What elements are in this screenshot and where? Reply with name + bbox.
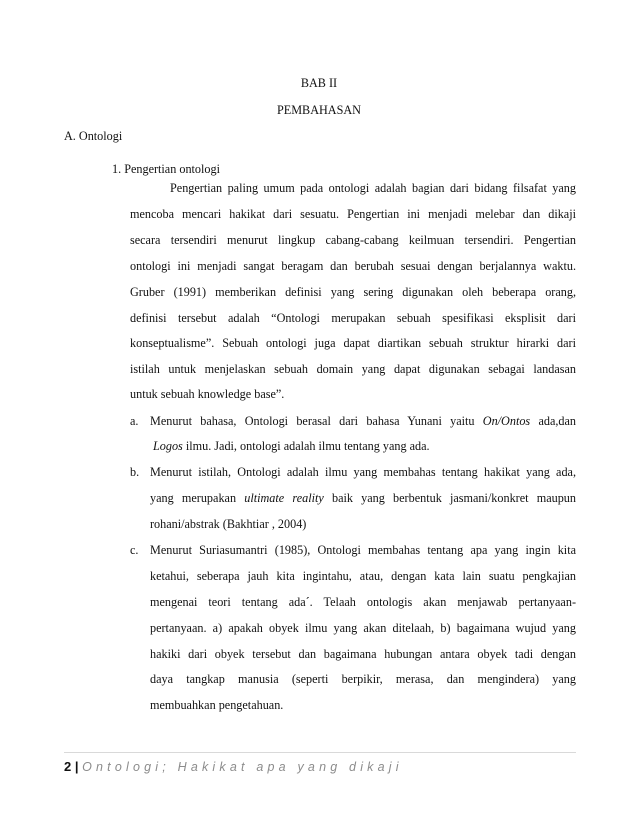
paragraph-line: untuk sebuah knowledge base”. bbox=[130, 387, 285, 401]
list-line: Menurut istilah, Ontologi adalah ilmu yang membahas tentang hakikat yang ada, bbox=[150, 465, 576, 479]
list-line: Logos ilmu. Jadi, ontologi adalah ilmu tentang yang ada. bbox=[153, 439, 430, 453]
list-line: membuahkan pengetahuan. bbox=[150, 698, 284, 712]
paragraph-line: Pengertian paling umum pada ontologi adalah bagian dari bidang filsafat yang bbox=[170, 181, 576, 195]
list-line: mengenai teori tentang ada´. Telaah ontologis akan menjawab pertanyaan- bbox=[150, 595, 576, 609]
section-heading: A. Ontologi bbox=[64, 129, 123, 143]
paragraph-line: ontologi ini menjadi sangat beragam dan berubah sesuai dengan berjalannya waktu. bbox=[130, 259, 576, 273]
list-line: daya tangkap manusia (seperti berpikir, merasa, dan mengindera) yang bbox=[150, 672, 576, 686]
list-line: Menurut Suriasumantri (1985), Ontologi membahas tentang apa yang ingin kita bbox=[150, 543, 576, 557]
footer-rule bbox=[64, 752, 576, 753]
list-line: pertanyaan. a) apakah obyek ilmu yang akan ditelaah, b) bagaimana wujud yang bbox=[150, 621, 576, 635]
paragraph-line: mencoba mencari hakikat dari sesuatu. Pengertian ini menjadi melebar dan dikaji bbox=[130, 207, 576, 221]
page-footer bbox=[64, 759, 403, 774]
list-line: ketahui, seberapa jauh kita ingintahu, atau, dengan kata lain suatu pengkajian bbox=[150, 569, 576, 583]
chapter-title: PEMBAHASAN bbox=[277, 103, 361, 117]
list-marker: b. bbox=[130, 465, 140, 479]
list-marker: a. bbox=[130, 414, 139, 428]
paragraph-line: Gruber (1991) memberikan definisi yang sering digunakan oleh beberapa orang, bbox=[130, 285, 576, 299]
list-marker: c. bbox=[130, 543, 139, 557]
list-line: Menurut bahasa, Ontologi berasal dari bahasa Yunani yaitu On/Ontos ada,dan bbox=[150, 414, 577, 428]
list-line: rohani/abstrak (Bakhtiar , 2004) bbox=[150, 517, 307, 531]
paragraph-line: definisi tersebut adalah “Ontologi merupakan sebuah spesifikasi eksplisit dari bbox=[130, 311, 576, 325]
paragraph-line: konseptualisme”. Sebuah ontologi juga dapat diartikan sebuah struktur hirarki dari bbox=[130, 336, 576, 350]
subsection-heading: 1. Pengertian ontologi bbox=[112, 162, 220, 176]
paragraph-line: istilah untuk menjelaskan sebuah domain yang dapat digunakan sebagai landasan bbox=[130, 362, 576, 376]
footer-title: Ontologi; Hakikat apa yang dikaji bbox=[82, 760, 403, 774]
list-line: yang merupakan ultimate reality baik yang berbentuk jasmani/konkret maupun bbox=[150, 491, 576, 505]
page-number: 2 | bbox=[64, 759, 83, 774]
chapter-label: BAB II bbox=[300, 76, 338, 90]
paragraph-line: secara tersendiri menurut lingkup cabang-cabang keilmuan tersendiri. Pengertian bbox=[130, 233, 576, 247]
list-line: hakiki dari obyek tersebut dan bagaimana hubungan antara obyek tadi dengan bbox=[150, 647, 576, 661]
